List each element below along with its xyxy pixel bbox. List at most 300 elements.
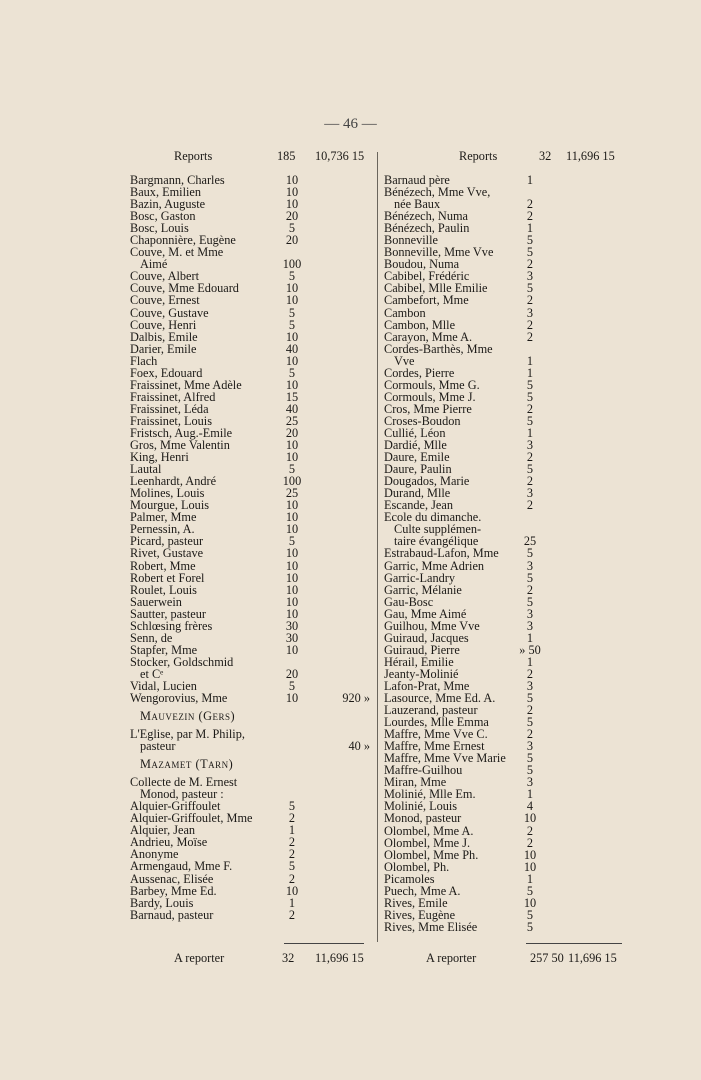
donation-amount: 5 (526, 233, 534, 248)
left-header-label: Reports (174, 149, 213, 163)
list-item (384, 596, 624, 608)
donation-amount: 15 (285, 389, 299, 404)
donation-amount: 2 (526, 835, 534, 850)
donor-name: Maffre, Mme Vve Marie (384, 751, 506, 766)
list-item (130, 596, 375, 608)
donation-amount: 3 (526, 775, 534, 790)
donation-amount: 10 (285, 691, 299, 706)
donor-name: Molinié, Louis (384, 799, 458, 814)
section-dept: (Tarn) (195, 757, 234, 772)
donation-amount: 5 (526, 462, 534, 477)
donation-amount: 3 (526, 678, 534, 693)
right-header-label: Reports (459, 149, 498, 163)
list-item (130, 307, 375, 319)
donor-name: Picard, pasteur (130, 534, 204, 549)
donor-name: Rivet, Gustave (130, 546, 204, 561)
donation-amount: 2 (526, 329, 534, 344)
donation-amount: 5 (526, 691, 534, 706)
donation-amount: 1 (526, 221, 534, 236)
donation-amount: 2 (526, 317, 534, 332)
donor-name: Lauzerand, pasteur (384, 703, 478, 718)
donor-name: Monod, pasteur : (140, 787, 224, 802)
donation-amount: 25 (285, 413, 299, 428)
donor-name: Chaponnière, Eugène (130, 233, 236, 248)
donor-name: Bénézech, Mme Vve, (384, 185, 491, 200)
donation-amount: 2 (288, 907, 296, 922)
donor-name: Garric, Mme Adrien (384, 558, 485, 573)
donor-name: Lautal (130, 462, 162, 477)
donor-name: Alquier-Griffoulet, Mme (130, 811, 253, 826)
donor-name: Couve, Ernest (130, 293, 200, 308)
donation-amount: » 50 (519, 642, 541, 657)
donation-amount: 10 (285, 353, 299, 368)
list-item (384, 331, 624, 343)
donor-name: Hérail, Emilie (384, 654, 454, 669)
left-column (130, 150, 375, 921)
donation-amount: 30 (285, 630, 299, 645)
right-header-total: 11,696 15 (566, 149, 615, 163)
list-item (130, 885, 375, 897)
donation-amount: 2 (526, 209, 534, 224)
donation-amount: 5 (288, 678, 296, 693)
list-item (130, 860, 375, 872)
list-item (384, 825, 624, 837)
donation-amount: 3 (526, 305, 534, 320)
donor-name: Guiraud, Jacques (384, 630, 469, 645)
donation-amount: 2 (526, 450, 534, 465)
donor-name: Fraissinet, Louis (130, 413, 212, 428)
donor-name: Escande, Jean (384, 498, 453, 513)
donation-amount: 1 (526, 425, 534, 440)
donation-amount: 2 (526, 823, 534, 838)
donation-amount: 5 (526, 413, 534, 428)
donor-name: Stocker, Goldschmid (130, 654, 234, 669)
donation-amount: 3 (526, 618, 534, 633)
donation-amount: 2 (526, 703, 534, 718)
donor-name: Cabibel, Mlle Emilie (384, 281, 488, 296)
donor-name: Rives, Eugène (384, 907, 456, 922)
donation-amount: 1 (526, 787, 534, 802)
donation-amount: 10 (285, 450, 299, 465)
list-item (384, 861, 624, 873)
list-item (384, 812, 624, 824)
donation-amount: 5 (526, 907, 534, 922)
list-item (384, 873, 624, 885)
donor-name: Cordes-Barthès, Mme (384, 341, 493, 356)
donation-amount: 2 (526, 666, 534, 681)
list-item (130, 608, 375, 620)
list-item (130, 560, 375, 572)
donation-amount: 2 (526, 257, 534, 272)
donor-name: Darier, Emile (130, 341, 197, 356)
donor-name: Fraissinet, Mme Adèle (130, 377, 242, 392)
donation-amount: 10 (285, 642, 299, 657)
donor-name: Senn, de (130, 630, 173, 645)
donation-amount: 5 (526, 763, 534, 778)
donor-name: Vve (394, 353, 415, 368)
donation-amount: 1 (288, 895, 296, 910)
donation-amount: 20 (285, 666, 299, 681)
donor-name: Boudou, Numa (384, 257, 460, 272)
donation-amount: 2 (288, 871, 296, 886)
donation-amount: 5 (288, 305, 296, 320)
donation-amount: 20 (285, 425, 299, 440)
donor-name: Maffre, Mme Ernest (384, 739, 485, 754)
donation-amount: 10 (285, 558, 299, 573)
donor-name: Gau, Mme Aimé (384, 606, 467, 621)
donation-amount: 10 (523, 847, 537, 862)
donation-amount: 30 (285, 618, 299, 633)
left-header-total: 10,736 15 (315, 149, 365, 163)
donor-name: Gros, Mme Valentin (130, 438, 230, 453)
donor-name: Croses-Boudon (384, 413, 461, 428)
donation-amount: 5 (526, 570, 534, 585)
right-header (384, 150, 624, 174)
donation-amount: 2 (288, 811, 296, 826)
donation-amount: 2 (526, 474, 534, 489)
donation-amount: 10 (285, 510, 299, 525)
list-item (130, 451, 375, 463)
donation-amount: 5 (526, 377, 534, 392)
donation-amount: 25 (523, 534, 537, 549)
donor-name: Schlœsing frères (130, 618, 213, 633)
donor-name: Armengaud, Mme F. (130, 859, 233, 874)
list-item (384, 355, 624, 367)
donor-name: Barnaud père (384, 173, 450, 187)
donation-amount: 5 (526, 281, 534, 296)
donation-amount: 10 (285, 522, 299, 537)
donor-name: Guiraud, Pierre (384, 642, 460, 657)
donor-name: taire évangélique (394, 534, 479, 549)
donation-amount: 5 (288, 365, 296, 380)
donor-name: Durand, Mlle (384, 486, 451, 501)
donation-amount: 10 (285, 582, 299, 597)
donation-amount: 10 (285, 570, 299, 585)
list-item (384, 367, 624, 379)
donor-name: Couve, Henri (130, 317, 197, 332)
donor-name: Dalbis, Emile (130, 329, 198, 344)
page-number: — 46 — (324, 116, 377, 132)
donation-amount: 10 (523, 895, 537, 910)
section-mauvezin (130, 704, 375, 728)
donation-amount: 10 (285, 546, 299, 561)
donor-name: née Baux (394, 197, 441, 212)
donor-name: Ecole du dimanche. (384, 510, 482, 525)
donation-amount: 10 (285, 883, 299, 898)
list-item (384, 921, 624, 933)
left-footer-rule (284, 943, 364, 944)
donation-amount: 2 (526, 727, 534, 742)
donation-amount: 3 (526, 269, 534, 284)
donation-amount: 10 (285, 498, 299, 513)
left-donor-list-3 (130, 776, 375, 921)
donor-name: Olombel, Ph. (384, 859, 450, 874)
donor-name: Pernessin, A. (130, 522, 195, 537)
left-footer-count: 32 (282, 951, 295, 965)
donation-amount: 5 (288, 799, 296, 814)
donor-name: Bonneville, Mme Vve (384, 245, 494, 260)
donor-name: Cormouls, Mme G. (384, 377, 480, 392)
donor-name: Lasource, Mme Ed. A. (384, 691, 496, 706)
donation-amount: 5 (288, 534, 296, 549)
donor-name: Jeanty-Molinié (384, 666, 459, 681)
donor-name: Leenhardt, André (130, 474, 217, 489)
donation-amount: 5 (526, 546, 534, 561)
list-item (384, 343, 624, 355)
donation-amount: 25 (285, 486, 299, 501)
donor-name: Garric, Mélanie (384, 582, 462, 597)
donor-name: Robert et Forel (130, 570, 205, 585)
donor-name: Picamoles (384, 871, 435, 886)
list-item (384, 620, 624, 632)
donation-amount: 1 (526, 365, 534, 380)
donor-name: Barnaud, pasteur (130, 907, 214, 922)
list-item (130, 367, 375, 379)
donation-amount: 10 (285, 377, 299, 392)
list-item (130, 355, 375, 367)
donation-amount: 10 (285, 197, 299, 212)
donor-name: Maffre-Guilhou (384, 763, 463, 778)
list-item (384, 584, 624, 596)
donor-name: Cambefort, Mme (384, 293, 469, 308)
list-item (130, 740, 375, 752)
right-footer-count: 257 50 (530, 951, 564, 965)
donor-name: Garric-Landry (384, 570, 456, 585)
right-header-count: 32 (539, 149, 552, 163)
donor-name: L'Eglise, par M. Philip, (130, 727, 245, 742)
list-item (130, 343, 375, 355)
list-item (130, 584, 375, 596)
donation-amount: 2 (288, 835, 296, 850)
left-header (130, 150, 375, 174)
list-item (384, 560, 624, 572)
donor-name: Daure, Paulin (384, 462, 452, 477)
donation-amount: 1 (526, 654, 534, 669)
donor-name: Andrieu, Moïse (130, 835, 208, 850)
list-item (130, 909, 375, 921)
donation-amount: 1 (526, 353, 534, 368)
donor-name: Baux, Emilien (130, 185, 202, 200)
list-item (130, 620, 375, 632)
left-header-count: 185 (277, 149, 296, 163)
donation-amount: 10 (285, 438, 299, 453)
donation-amount: 5 (526, 919, 534, 934)
subtotal: 40 » (348, 739, 370, 754)
section-place: Mauvezin (140, 709, 195, 724)
donation-amount: 2 (526, 197, 534, 212)
donation-amount: 5 (288, 269, 296, 284)
list-item (384, 307, 624, 319)
donor-name: Bénézech, Paulin (384, 221, 470, 236)
donor-name: Rives, Mme Elisée (384, 919, 478, 934)
donor-name: Wengorovius, Mme (130, 691, 228, 706)
donation-amount: 3 (526, 739, 534, 754)
donor-name: Bargmann, Charles (130, 173, 225, 187)
donor-name: Molinié, Mlle Em. (384, 787, 476, 802)
donor-name: Robert, Mme (130, 558, 196, 573)
donor-name: Miran, Mme (384, 775, 447, 790)
donation-amount: 1 (288, 823, 296, 838)
donor-name: Couve, M. et Mme (130, 245, 224, 260)
donor-name: Alquier, Jean (130, 823, 196, 838)
donation-amount: 2 (526, 498, 534, 513)
donor-name: Vidal, Lucien (130, 678, 197, 693)
donation-amount: 4 (526, 799, 534, 814)
donation-amount: 5 (526, 883, 534, 898)
donation-amount: 40 (285, 401, 299, 416)
right-column (384, 150, 624, 933)
left-footer-total: 11,696 15 (315, 951, 364, 965)
donor-name: Alquier-Griffoulet (130, 799, 221, 814)
donor-name: Anonyme (130, 847, 179, 862)
donor-name: Carayon, Mme A. (384, 329, 473, 344)
donor-name: Aimé (140, 257, 168, 272)
list-item (130, 656, 375, 668)
donor-name: pasteur (140, 739, 176, 754)
left-donor-list-2 (130, 728, 375, 752)
list-item (130, 692, 375, 704)
donor-name: Bardy, Louis (130, 895, 194, 910)
donor-name: Cambon, Mlle (384, 317, 456, 332)
donor-name: Dougados, Marie (384, 474, 470, 489)
list-item (384, 294, 624, 306)
right-footer-total: 11,696 15 (568, 951, 617, 965)
donor-name: Bosc, Gaston (130, 209, 196, 224)
donor-name: Fraissinet, Alfred (130, 389, 216, 404)
donor-name: Guilhou, Mme Vve (384, 618, 480, 633)
donation-amount: 40 (285, 341, 299, 356)
list-item (384, 837, 624, 849)
donor-name: Fristsch, Aug.-Emile (130, 425, 233, 440)
right-footer-label: A reporter (426, 951, 477, 965)
donor-name: Sauerwein (130, 594, 182, 609)
donation-amount: 3 (526, 606, 534, 621)
donation-amount: 2 (526, 293, 534, 308)
donor-name: Mourgue, Louis (130, 498, 210, 513)
donation-amount: 10 (285, 329, 299, 344)
donor-name: Fraissinet, Léda (130, 401, 209, 416)
donor-name: Palmer, Mme (130, 510, 197, 525)
donor-name: Cros, Mme Pierre (384, 401, 472, 416)
section-mazamet (130, 752, 375, 776)
donor-name: Couve, Gustave (130, 305, 209, 320)
donor-name: Bazin, Auguste (130, 197, 206, 212)
donation-amount: 1 (526, 871, 534, 886)
donation-amount: 2 (526, 582, 534, 597)
donor-name: Flach (130, 353, 158, 368)
left-donor-list (130, 174, 375, 704)
donor-name: Olombel, Mme A. (384, 823, 474, 838)
donor-name: Cormouls, Mme J. (384, 389, 476, 404)
donation-amount: 5 (526, 751, 534, 766)
list-item (130, 897, 375, 909)
donor-name: Maffre, Mme Vve C. (384, 727, 488, 742)
donation-amount: 10 (285, 185, 299, 200)
donation-amount: 5 (526, 715, 534, 730)
donor-name: King, Henri (130, 450, 189, 465)
donation-amount: 2 (288, 847, 296, 862)
list-item (384, 885, 624, 897)
donor-name: Couve, Mme Edouard (130, 281, 239, 296)
donor-name: Cullié, Léon (384, 425, 446, 440)
donation-amount: 10 (523, 859, 537, 874)
section-place: Mazamet (140, 757, 192, 772)
donation-amount: 10 (285, 281, 299, 296)
donation-amount: 10 (285, 606, 299, 621)
donor-name: Collecte de M. Ernest (130, 775, 238, 790)
donor-name: Lourdes, Mlle Emma (384, 715, 489, 730)
donor-name: Sautter, pasteur (130, 606, 206, 621)
donation-amount: 3 (526, 438, 534, 453)
donation-amount: 1 (526, 630, 534, 645)
donation-amount: 10 (285, 594, 299, 609)
donation-amount: 5 (288, 859, 296, 874)
left-footer-label: A reporter (174, 951, 225, 965)
right-footer-rule (526, 943, 622, 944)
donor-name: Olombel, Mme Ph. (384, 847, 479, 862)
donor-name: Foex, Edouard (130, 365, 203, 380)
donation-amount: 5 (288, 462, 296, 477)
list-item (130, 873, 375, 885)
donor-name: Roulet, Louis (130, 582, 197, 597)
list-item (130, 547, 375, 559)
donation-amount: 5 (288, 221, 296, 236)
donor-name: Daure, Emile (384, 450, 450, 465)
donation-amount: 20 (285, 233, 299, 248)
donor-name: Couve, Albert (130, 269, 199, 284)
donor-name: Estrabaud-Lafon, Mme (384, 546, 499, 561)
donation-amount: 1 (526, 173, 534, 187)
donor-name: Bosc, Louis (130, 221, 189, 236)
donation-amount: 10 (285, 293, 299, 308)
list-item (130, 294, 375, 306)
donation-amount: 5 (288, 317, 296, 332)
donation-amount: 5 (526, 389, 534, 404)
donation-amount: 20 (285, 209, 299, 224)
donor-name: Barbey, Mme Ed. (130, 883, 217, 898)
donor-name: et Cᵉ (140, 666, 164, 681)
donation-amount: 100 (282, 474, 302, 489)
section-dept: (Gers) (198, 709, 236, 724)
donor-name: Culte supplémen- (394, 522, 482, 537)
donor-name: Stapfer, Mme (130, 642, 198, 657)
donation-amount: 3 (526, 486, 534, 501)
donation-amount: 5 (526, 594, 534, 609)
donation-amount: 2 (526, 401, 534, 416)
donor-name: Dardié, Mlle (384, 438, 447, 453)
donation-amount: 10 (523, 811, 537, 826)
donation-amount: 10 (285, 173, 299, 187)
donor-name: Monod, pasteur (384, 811, 462, 826)
list-item (384, 319, 624, 331)
donation-amount: 5 (526, 245, 534, 260)
list-item (384, 849, 624, 861)
list-item (130, 572, 375, 584)
donor-name: Rives, Emile (384, 895, 448, 910)
donor-name: Aussenac, Elisée (130, 871, 214, 886)
donor-name: Gau-Bosc (384, 594, 434, 609)
list-item (384, 572, 624, 584)
donor-name: Molines, Louis (130, 486, 205, 501)
donor-name: Cabibel, Frédéric (384, 269, 470, 284)
right-donor-list (384, 174, 624, 933)
donor-name: Bénézech, Numa (384, 209, 468, 224)
column-divider (377, 152, 378, 942)
donor-name: Lafon-Prat, Mme (384, 678, 470, 693)
list-item (130, 319, 375, 331)
donation-amount: 100 (282, 257, 302, 272)
list-item (130, 331, 375, 343)
